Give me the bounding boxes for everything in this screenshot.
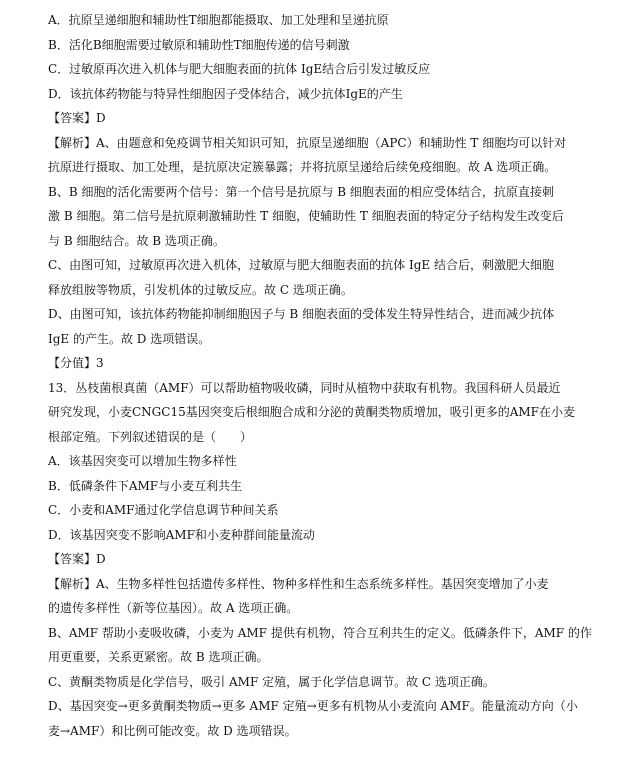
text-line: 与 B 细胞结合。故 B 选项正确。 bbox=[48, 233, 225, 248]
text-line: 【解析】A、生物多样性包括遗传多样性、物种多样性和生态系统多样性。基因突变增加了小麦 bbox=[48, 576, 549, 591]
text-line: B、B 细胞的活化需要两个信号：第一个信号是抗原与 B 细胞表面的相应受体结合，抗原直接刺 bbox=[48, 184, 554, 199]
text-line: C、由图可知，过敏原再次进入机体，过敏原与肥大细胞表面的抗体 IgE 结合后，刺激肥大细胞 bbox=[48, 258, 554, 272]
text-line: D、基因突变→更多黄酮类物质→更多 AMF 定殖→更多有机物从小麦流向 AMF。能量流动方向（小 bbox=[48, 699, 578, 713]
text-line: A．抗原呈递细胞和辅助性T细胞都能摄取、加工处理和呈递抗原 bbox=[48, 13, 389, 27]
text-line: 用更重要，关系更紧密。故 B 选项正确。 bbox=[48, 650, 269, 664]
text-line: C．过敏原再次进入机体与肥大细胞表面的抗体 IgE结合后引发过敏反应 bbox=[48, 62, 431, 76]
text-line: 抗原进行摄取、加工处理，是抗原决定簇暴露；并将抗原呈递给后续免疫细胞。故 A 选项正确。 bbox=[48, 160, 557, 174]
option-line: A．该基因突变可以增加生物多样性 bbox=[48, 454, 237, 468]
text-line: 的遗传多样性（新等位基因）。故 A 选项正确。 bbox=[48, 601, 299, 615]
text-line: D．该抗体药物能与特异性细胞因子受体结合，减少抗体IgE的产生 bbox=[48, 86, 403, 101]
option-line: D．该基因突变不影响AMF和小麦种群间能量流动 bbox=[48, 527, 315, 542]
text-line: 麦→AMF）和比例可能改变。故 D 选项错误。 bbox=[48, 723, 297, 738]
score-line: 【分值】3 bbox=[48, 356, 104, 370]
option-line: B．低磷条件下AMF与小麦互利共生 bbox=[48, 478, 243, 493]
question-line: 研究发现，小麦CNGC15基因突变后根细胞合成和分泌的黄酮类物质增加，吸引更多的AMF在小麦 bbox=[48, 405, 576, 419]
text-line: IgE 的产生。故 D 选项错误。 bbox=[48, 331, 211, 346]
text-line: 激 B 细胞。第二信号是抗原刺激辅助性 T 细胞，使辅助性 T 细胞表面的特定分子结构发生改变后 bbox=[48, 209, 564, 223]
text-line: D、由图可知，该抗体药物能抑制细胞因子与 B 细胞表面的受体发生特异性结合，进而减少抗体 bbox=[48, 307, 555, 321]
answer-line: 【答案】D bbox=[48, 111, 106, 125]
text-line: 释放组胺等物质，引发机体的过敏反应。故 C 选项正确。 bbox=[48, 282, 353, 297]
text-line: B．活化B细胞需要过敏原和辅助性T细胞传递的信号刺激 bbox=[48, 37, 350, 52]
question-line: 13．丛枝菌根真菌（AMF）可以帮助植物吸收磷，同时从植物中获取有机物。我国科研人员最近 bbox=[48, 380, 561, 395]
question-line: 根部定殖。下列叙述错误的是（ ） bbox=[48, 429, 253, 444]
text-line: B、AMF 帮助小麦吸收磷，小麦为 AMF 提供有机物，符合互利共生的定义。低磷条件下，AMF 的作 bbox=[48, 625, 592, 640]
option-line: C．小麦和AMF通过化学信息调节种间关系 bbox=[48, 503, 279, 517]
text-line: C、黄酮类物质是化学信号，吸引 AMF 定殖，属于化学信息调节。故 C 选项正确。 bbox=[48, 674, 495, 689]
answer-line: 【答案】D bbox=[48, 552, 106, 566]
text-line: 【解析】A、由题意和免疫调节相关知识可知，抗原呈递细胞（APC）和辅助性 T 细胞均可以针对 bbox=[48, 135, 567, 150]
